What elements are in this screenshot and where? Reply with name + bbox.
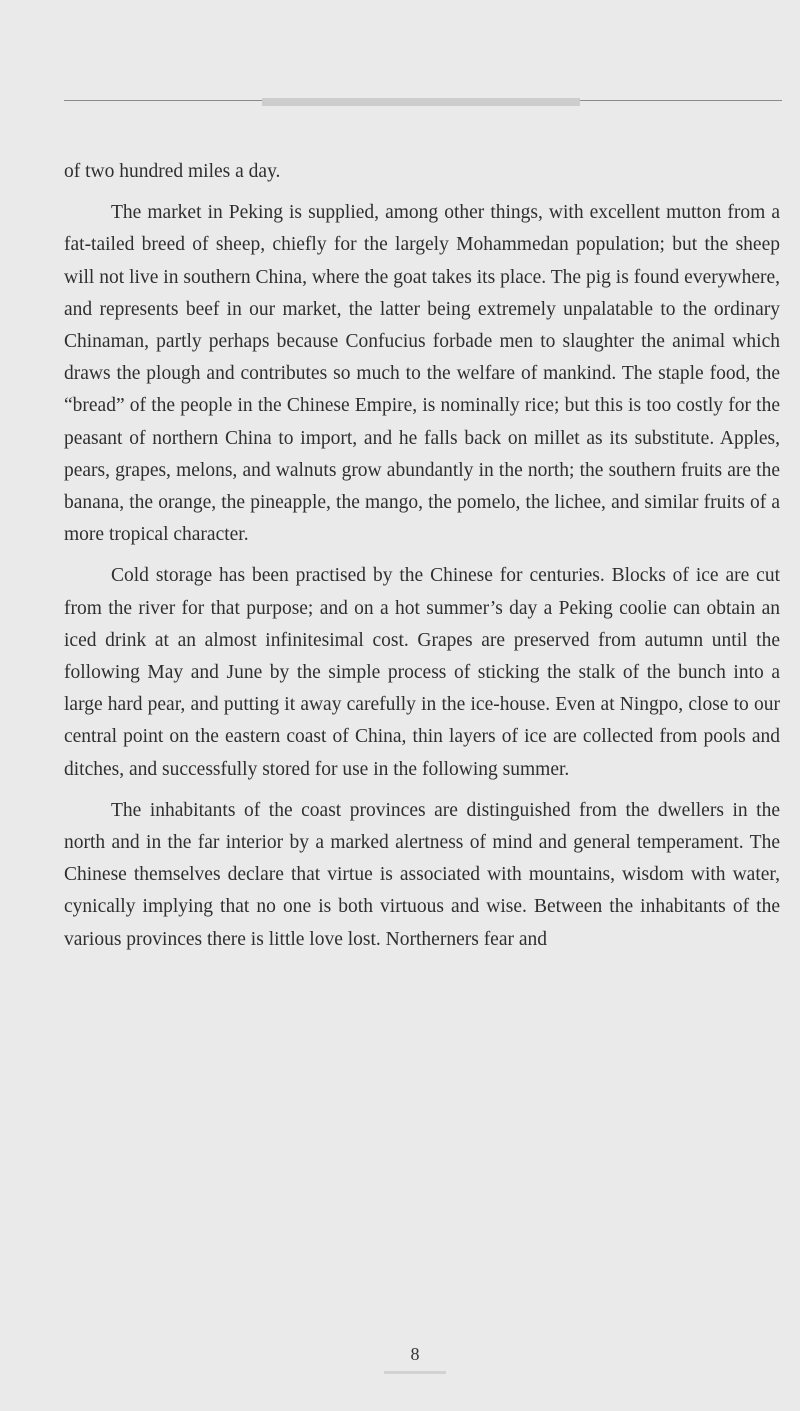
- paragraph-cold-storage: Cold storage has been practised by the Chinese for centuries. Blocks of ice are cut from the river for that purpose; and on a hot summer’s day a Peking coolie can obtain an iced drink at an almost infinitesimal cost. Grapes are preserved from autumn until the following May and June by the simple process of sticking the stalk of the bunch into a large hard pear, and putting it away carefully in the ice-house. Even at Ningpo, close to our central point on the eastern coast of China, thin layers of ice are collected from pools and ditches, and successfully stored for use in the following summer.: [64, 565, 780, 780]
- paragraph-inhabitants: The inhabitants of the coast provinces are distinguished from the dwellers in the north and in the far interior by a marked alertness of mind and general temperament. The Chinese themselves declare that virtue is associated with mountains, wisdom with water, cynically implying that no one is both virtuous and wise. Between the inhabitants of the various provinces there is little love lost. Northerners fear and: [64, 799, 780, 950]
- header-bar: [262, 98, 580, 106]
- page-number: 8: [410, 1344, 420, 1364]
- page-number-underline: [384, 1371, 446, 1374]
- body-text: [64, 156, 780, 965]
- paragraph-continuation: of two hundred miles a day.: [64, 161, 281, 182]
- paragraph-market: The market in Peking is supplied, among other things, with excellent mutton from a fat-tailed breed of sheep, chiefly for the largely Mohammedan population; but the sheep will not live in southern China, where the goat takes its place. The pig is found everywhere, and represents beef in our market, the latter being extremely unpalatable to the ordinary Chinaman, partly perhaps because Confucius forbade men to slaughter the animal which draws the plough and contributes so much to the welfare of mankind. The staple food, the “bread” of the people in the Chinese Empire, is nominally rice; but this is too costly for the peasant of northern China to import, and he falls back on millet as its substitute. Apples, pears, grapes, melons, and walnuts grow abundantly in the north; the southern fruits are the banana, the orange, the pineapple, the mango, the pomelo, the lichee, and similar fruits of a more tropical character.: [64, 202, 780, 546]
